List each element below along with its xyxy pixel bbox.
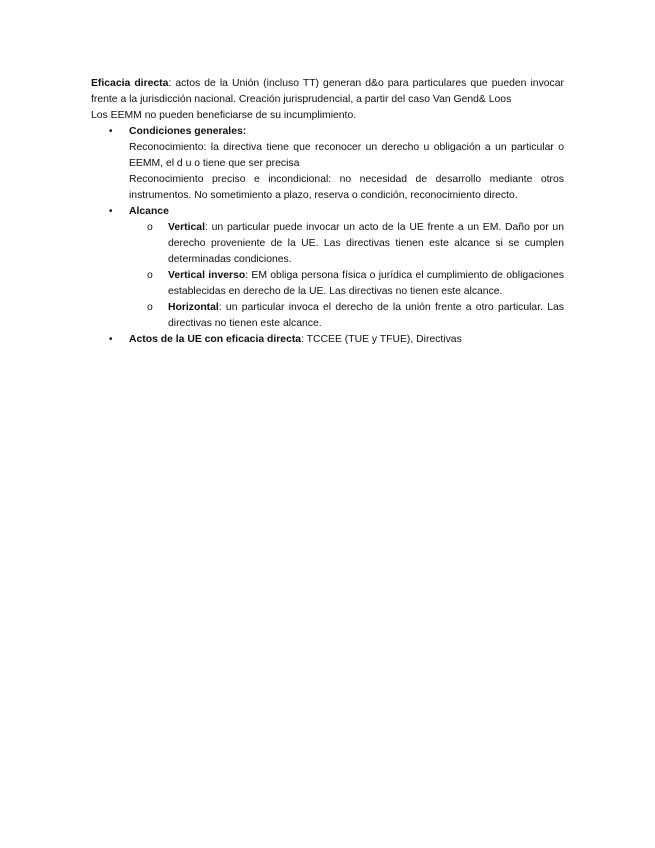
sub-bullet-icon: o [147,222,153,233]
sub-bullet-icon: o [147,270,153,281]
bullet-icon: • [109,334,113,345]
scope-sublist [129,220,564,332]
list-item-acts [91,332,564,348]
bullet-icon: • [109,126,113,137]
horizontal-text: : un particular invoca el derecho de la unión frente a otro particular. Las directivas no tienen este alcance. [168,302,564,329]
scope-title: Alcance [129,206,169,217]
list-item-conditions [91,124,564,204]
intro-line2: Los EEMM no pueden beneficiarse de su incumplimiento. [91,110,357,121]
horizontal-term: Horizontal [168,302,219,313]
sublist-item-vertical [129,220,564,268]
conditions-p1: Reconocimiento: la directiva tiene que reconocer un derecho u obligación a un particular o EEMM, el d u o tiene que ser precisa [129,142,564,169]
intro-term: Eficacia directa [91,78,169,89]
sublist-item-horizontal [129,300,564,332]
conditions-p2: Reconocimiento preciso e incondicional: no necesidad de desarrollo mediante otros instrumentos. No sometimiento a plazo, reserva o condición, reconocimiento directo. [129,174,564,201]
acts-term: Actos de la UE con eficacia directa [129,334,302,345]
conditions-title: Condiciones generales: [129,126,247,137]
sublist-item-inverse [129,268,564,300]
vertical-term: Vertical [168,222,205,233]
main-list [91,124,564,348]
document-body [91,76,564,348]
inverse-text: : EM obliga persona física o jurídica el cumplimiento de obligaciones establecidas en derecho de la UE. Las directivas no tienen este alcance. [168,270,564,297]
intro-paragraph [91,76,564,108]
intro-text: : actos de la Unión (incluso TT) generan d&o para particulares que pueden invocar frente a la jurisdicción nacional. Creación jurisprudencial, a partir del caso Van Gend& Loos [91,78,564,105]
vertical-text: : un particular puede invocar un acto de la UE frente a un EM. Daño por un derecho proveniente de la UE. Las directivas tienen este alcance si se cumplen determinadas condiciones. [168,222,564,265]
inverse-term: Vertical inverso [168,270,246,281]
acts-text: : TCCEE (TUE y TFUE), Directivas [301,334,462,345]
sub-bullet-icon: o [147,302,153,313]
bullet-icon: • [109,206,113,217]
list-item-scope [91,204,564,332]
